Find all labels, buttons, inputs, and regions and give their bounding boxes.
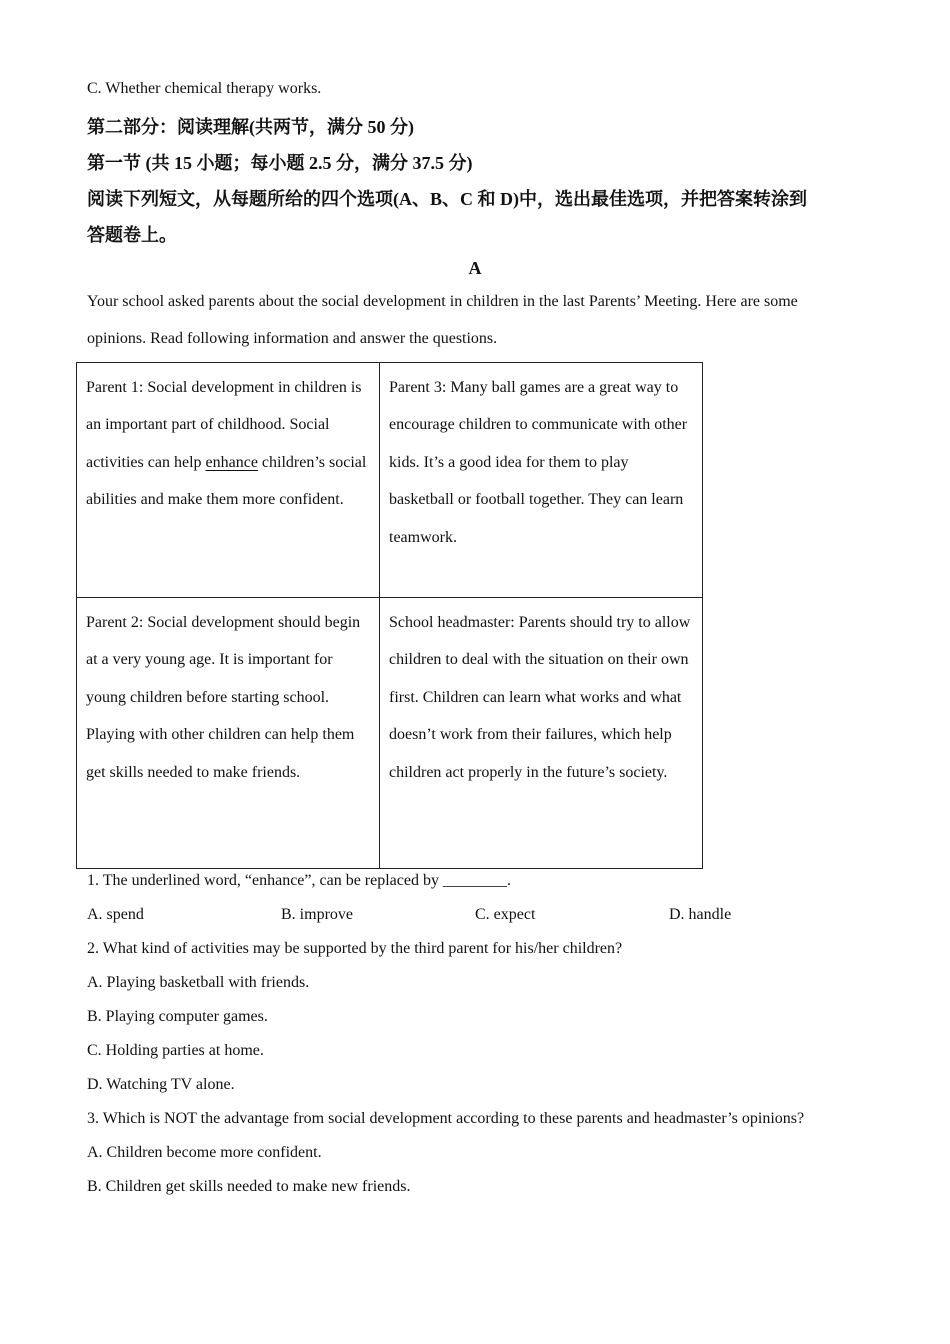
q1-option-a: A. spend: [87, 906, 144, 923]
instructions-line-2: 答题卷上。: [87, 225, 177, 245]
parent1-cell: [77, 363, 380, 598]
q2-option-c: C. Holding parties at home.: [87, 1042, 264, 1059]
parent2-cell: Parent 2: Social development should begin at a very young age. It is important for young children before starting school. Playing with other children can help them get skills needed to make friends.: [77, 598, 380, 869]
instructions-line-1: 阅读下列短文，从每题所给的四个选项(A、B、C 和 D)中，选出最佳选项，并把答案转涂到: [87, 189, 807, 209]
q2-option-b: B. Playing computer games.: [87, 1008, 268, 1025]
intro-line-1: Your school asked parents about the social development in children in the last Parents’ Meeting. Here are some: [87, 293, 798, 310]
intro-line-2: opinions. Read following information and answer the questions.: [87, 330, 498, 347]
opinions-table: [76, 362, 703, 869]
previous-option-c: C. Whether chemical therapy works.: [87, 80, 322, 97]
q2-option-d: D. Watching TV alone.: [87, 1076, 235, 1093]
q1-option-d: D. handle: [669, 906, 732, 923]
question-1: 1. The underlined word, “enhance”, can be replaced by ________.: [87, 872, 511, 889]
passage-letter: A: [468, 258, 482, 278]
section-heading: 第一节 (共 15 小题；每小题 2.5 分，满分 37.5 分): [87, 153, 473, 173]
q1-option-c: C. expect: [475, 906, 536, 923]
question-3: 3. Which is NOT the advantage from social development according to these parents and headmaster’s opinions?: [87, 1110, 805, 1127]
parent1-text-after: children’s social abilities and make them more confident.: [86, 453, 367, 509]
enhance-underlined-word: enhance: [205, 453, 258, 471]
q2-option-a: A. Playing basketball with friends.: [87, 974, 310, 991]
parent1-text-before: Parent 1: Social development in children is an important part of childhood. Social activities can help: [86, 379, 362, 471]
headmaster-cell: School headmaster: Parents should try to allow children to deal with the situation on their own first. Children can learn what works and what doesn’t work from their failures, which help children act properly in the future’s society.: [380, 598, 703, 869]
parent3-cell: Parent 3: Many ball games are a great way to encourage children to communicate with other kids. It’s a good idea for them to play basketball or football together. They can learn teamwork.: [380, 363, 703, 598]
q1-option-b: B. improve: [281, 906, 353, 923]
question-2: 2. What kind of activities may be supported by the third parent for his/her children?: [87, 940, 623, 957]
q3-option-b: B. Children get skills needed to make new friends.: [87, 1178, 411, 1195]
q3-option-a: A. Children become more confident.: [87, 1144, 322, 1161]
part-heading: 第二部分：阅读理解(共两节，满分 50 分): [87, 117, 414, 137]
